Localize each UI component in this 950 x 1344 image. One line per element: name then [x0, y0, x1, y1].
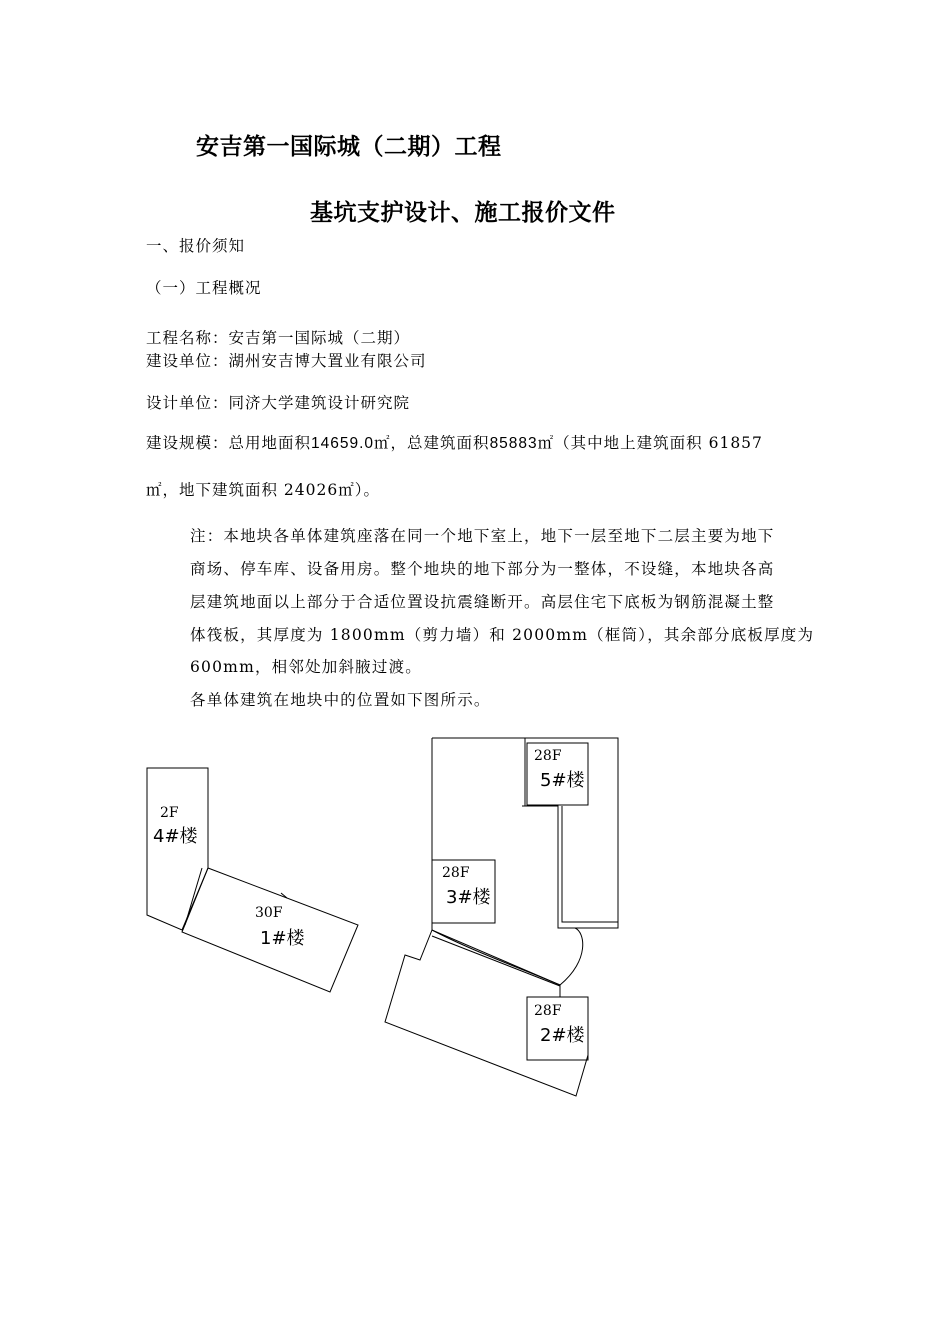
scale-suffix: ㎡（其中地上建筑面积 61857	[537, 434, 763, 452]
building-2-floors: 28F	[534, 1003, 562, 1019]
total-area: 85883	[489, 435, 538, 452]
note-line: 注：本地块各单体建筑座落在同一个地下室上，地下一层至地下二层主要为地下	[190, 527, 775, 545]
building-5-floors: 28F	[534, 748, 562, 764]
basement-inner-line	[562, 806, 618, 922]
seismic-joint	[185, 868, 202, 925]
building-2-label: 2#楼	[540, 1025, 585, 1046]
building-3-label: 3#楼	[446, 887, 491, 908]
section-heading: 一、报价须知	[146, 237, 246, 255]
building-4-outline	[147, 768, 208, 930]
document-subtitle: 基坑支护设计、施工报价文件	[310, 200, 616, 226]
project-name: 工程名称：安吉第一国际城（二期）	[146, 329, 411, 347]
note-line: 商场、停车库、设备用房。整个地块的地下部分为一整体，不设缝，本地块各高	[190, 560, 775, 578]
client-name: 建设单位：湖州安吉博大置业有限公司	[146, 352, 427, 370]
scale-mid: ㎡，总建筑面积	[374, 434, 490, 452]
document-title: 安吉第一国际城（二期）工程	[196, 134, 502, 160]
building-5-label: 5#楼	[540, 770, 585, 791]
building-1-label: 1#楼	[260, 928, 305, 949]
building-4-floors: 2F	[160, 805, 179, 821]
building-1-floors: 30F	[255, 905, 283, 921]
site-area: 14659.0	[311, 435, 375, 452]
basement-curve	[432, 928, 583, 985]
note-line: 体筏板，其厚度为 1800mm（剪力墙）和 2000mm（框筒），其余部分底板厚度为	[190, 626, 815, 644]
building-4-label: 4#楼	[153, 826, 198, 847]
subsection-heading: （一）工程概况	[146, 279, 262, 297]
construction-scale-line2: ㎡，地下建筑面积 24026㎡）。	[146, 481, 380, 499]
building-3-floors: 28F	[442, 865, 470, 881]
designer-name: 设计单位：同济大学建筑设计研究院	[146, 394, 411, 412]
note-line: 600mm，相邻处加斜腋过渡。	[190, 658, 422, 676]
figure-intro: 各单体建筑在地块中的位置如下图所示。	[190, 691, 491, 709]
note-line: 层建筑地面以上部分于合适位置设抗震缝断开。高层住宅下底板为钢筋混凝土整	[190, 593, 775, 611]
basement-curve-line	[432, 936, 560, 986]
scale-prefix: 建设规模：总用地面积	[146, 434, 312, 452]
